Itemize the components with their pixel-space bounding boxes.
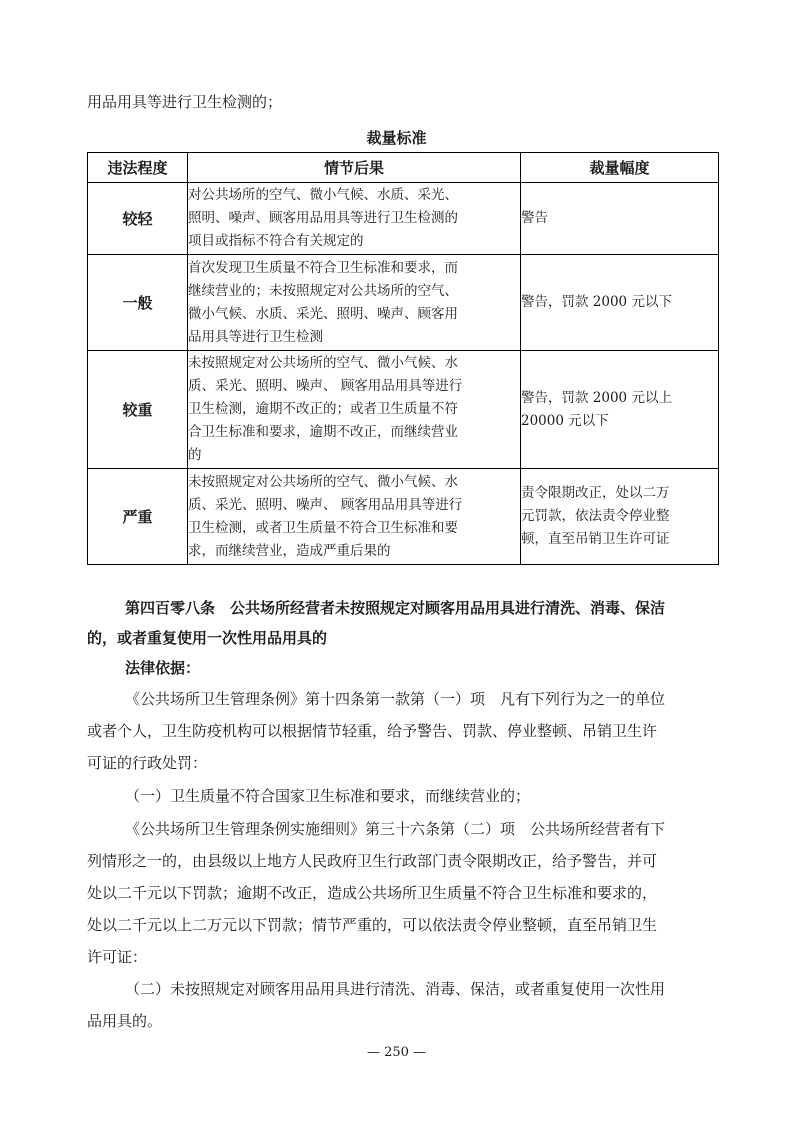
severity-cell: 较重 (88, 351, 188, 469)
cell-line: 顿，直至吊销卫生许可证 (521, 531, 670, 547)
severity-cell: 较轻 (88, 183, 188, 255)
penalty-cell (521, 255, 719, 351)
circumstances-cell (188, 351, 521, 469)
cell-line: 质、采光、照明、噪声、 顾客用品用具等进行 (188, 378, 463, 394)
severity-cell: 一般 (88, 255, 188, 351)
paragraph-line: 《公共场所卫生管理条例实施细则》第三十六条第（二）项 公共场所经营者有下 (125, 820, 666, 838)
legal-basis-label: 法律依据： (125, 659, 201, 677)
table-row (88, 183, 719, 255)
discretion-standards-table (87, 152, 719, 565)
header-penalty-range: 裁量幅度 (521, 153, 719, 183)
paragraph-line: 处以二千元以下罚款；逾期不改正，造成公共场所卫生质量不符合卫生标准和要求的， (87, 884, 658, 902)
cell-line: 继续营业的；未按照规定对公共场所的空气、 (188, 282, 458, 299)
cell-line: 项目或指标不符合有关规定的 (188, 233, 364, 249)
cell-line: 未按照规定对公共场所的空气、微小气候、水 (188, 473, 458, 490)
paragraph-line: 列情形之一的，由县级以上地方人民政府卫生行政部门责令限期改正，给予警告，并可 (87, 852, 658, 870)
cell-line: 警告 (521, 210, 548, 226)
penalty-cell (521, 351, 719, 469)
circumstances-cell (188, 183, 521, 255)
cell-line: 元罚款，依法责令停业整 (521, 508, 670, 524)
cell-line: 卫生检测，逾期不改正的；或者卫生质量不符 (188, 401, 458, 417)
cell-line: 质、采光、照明、噪声、 顾客用品用具等进行 (188, 496, 463, 513)
cell-line: 首次发现卫生质量不符合卫生标准和要求，而 (188, 259, 458, 276)
paragraph-line: 或者个人，卫生防疫机构可以根据情节轻重，给予警告、罚款、停业整顿、吊销卫生许 (87, 722, 658, 740)
cell-line: 求，而继续营业，造成严重后果的 (188, 542, 391, 559)
cell-line: 警告，罚款 2000 元以下 (521, 294, 672, 310)
continued-text-line: 用品用具等进行卫生检测的； (87, 93, 283, 111)
paragraph-line: （二）未按照规定对顾客用品用具进行清洗、消毒、保洁，或者重复使用一次性用 (125, 980, 666, 998)
cell-line: 品用具等进行卫生检测 (188, 328, 323, 345)
cell-line: 责令限期改正，处以二万 (521, 485, 670, 501)
table-title: 裁量标准 (366, 129, 427, 147)
paragraph-line: （一）卫生质量不符合国家卫生标准和要求，而继续营业的； (125, 787, 531, 805)
cell-line: 合卫生标准和要求，逾期不改正，而继续营业 (188, 424, 458, 440)
penalty-cell (521, 469, 719, 565)
cell-line: 对公共场所的空气、微小气候、水质、采光、 (188, 187, 458, 203)
cell-line: 未按照规定对公共场所的空气、微小气候、水 (188, 355, 458, 371)
cell-line: 警告，罚款 2000 元以上 (521, 389, 672, 406)
cell-line: 照明、噪声、顾客用品用具等进行卫生检测的 (188, 210, 458, 226)
table-row (88, 255, 719, 351)
circumstances-cell (188, 255, 521, 351)
severity-cell: 严重 (88, 469, 188, 565)
paragraph-line: 《公共场所卫生管理条例》第十四条第一款第（一）项 凡有下列行为之一的单位 (125, 690, 666, 708)
penalty-cell (521, 183, 719, 255)
circumstances-cell (188, 469, 521, 565)
table-row (88, 469, 719, 565)
cell-line: 20000 元以下 (521, 412, 609, 429)
table-row (88, 351, 719, 469)
article-heading: 第四百零八条 公共场所经营者未按照规定对顾客用品用具进行清洗、消毒、保洁 (125, 599, 666, 617)
paragraph-line: 处以二千元以上二万元以下罚款；情节严重的，可以依法责令停业整顿，直至吊销卫生 (87, 916, 658, 934)
page-number: — 250 — (366, 1045, 427, 1060)
paragraph-line: 可证的行政处罚： (87, 754, 208, 772)
header-severity: 违法程度 (88, 153, 188, 183)
paragraph-line: 品用具的。 (87, 1012, 163, 1030)
article-heading-continued: 的，或者重复使用一次性用品用具的 (87, 629, 328, 647)
header-circumstances: 情节后果 (188, 153, 521, 183)
table-header-row (88, 153, 719, 183)
cell-line: 卫生检测，或者卫生质量不符合卫生标准和要 (188, 519, 458, 536)
cell-line: 的 (188, 447, 202, 463)
paragraph-line: 许可证： (87, 948, 148, 966)
cell-line: 微小气候、水质、采光、照明、噪声、顾客用 (188, 305, 458, 322)
